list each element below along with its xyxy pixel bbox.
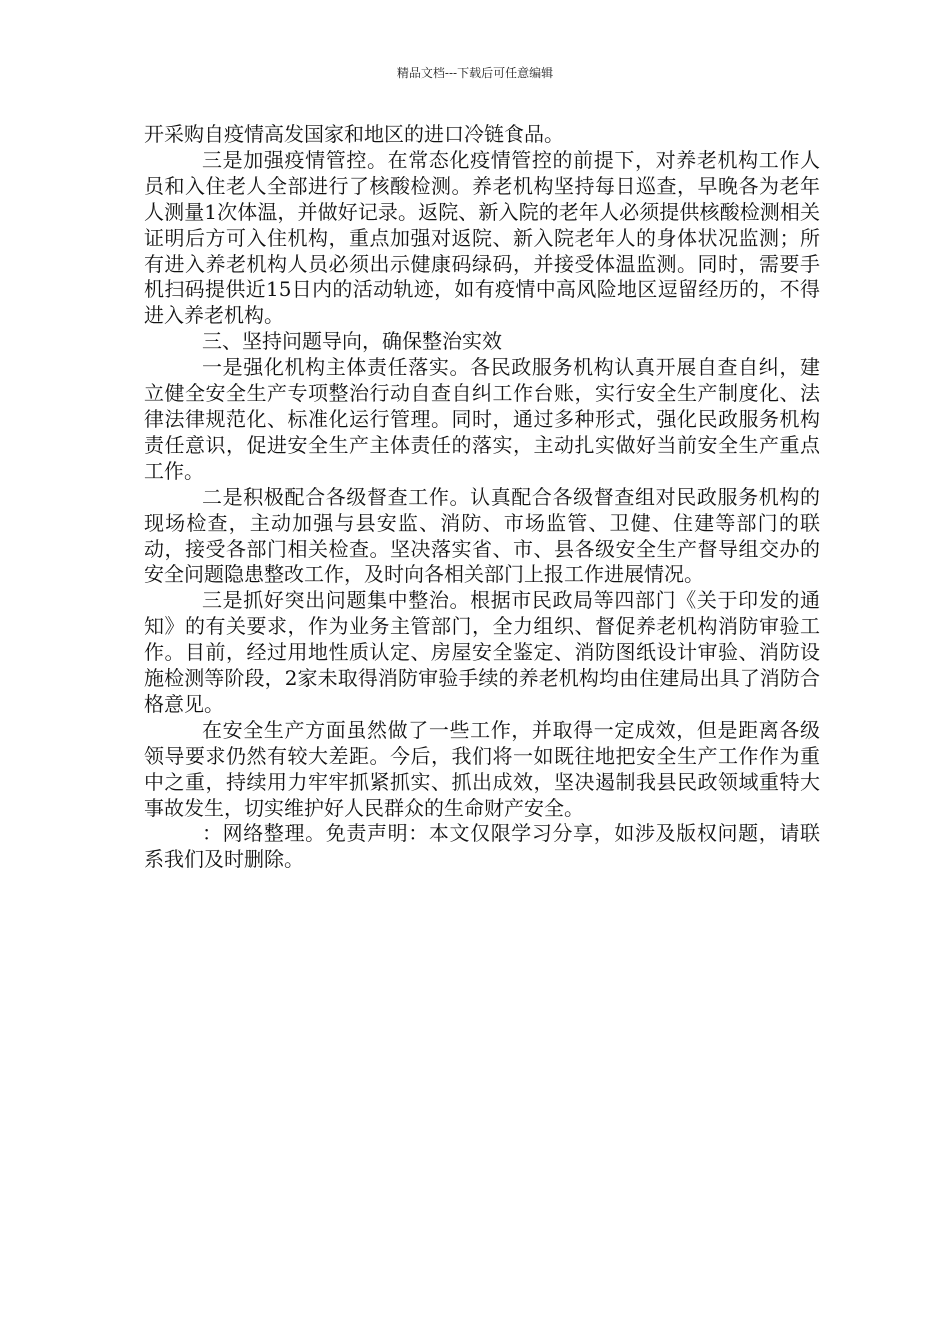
disclaimer: ：网络整理。免责声明：本文仅限学习分享，如涉及版权问题，请联系我们及时删除。 bbox=[144, 821, 820, 872]
paragraph-epidemic-control: 三是加强疫情管控。在常态化疫情管控的前提下，对养老机构工作人员和入住老人全部进行了核酸检测。养老机构坚持每日巡查，早晚各为老年人测量1次体温，并做好记录。返院、新入院的老年人必须提供核酸检测相关证明后方可入住机构，重点加强对返院、新入院老年人的身体状况监测；所有进入养老机构人员必须出示健康码绿码，并接受体温监测。同时，需要手机扫码提供近15日内的活动轨迹，如有疫情中高风险地区逗留经历的，不得进入养老机构。 bbox=[144, 147, 820, 328]
paragraph-continued: 开采购自疫情高发国家和地区的进口冷链食品。 bbox=[144, 122, 564, 146]
paragraph-problem-rectification: 三是抓好突出问题集中整治。根据市民政局等四部门《关于印发的通知》的有关要求，作为业务主管部门，全力组织、督促养老机构消防审验工作。目前，经过用地性质认定、房屋安全鉴定、消防图纸设计审验、消防设施检测等阶段，2家未取得消防审验手续的养老机构均由住建局出具了消防合格意见。 bbox=[144, 588, 820, 716]
paragraph-supervision-cooperation: 二是积极配合各级督查工作。认真配合各级督查组对民政服务机构的现场检查，主动加强与县安监、消防、市场监管、卫健、住建等部门的联动，接受各部门相关检查。坚决落实省、市、县各级安全生产督导组交办的安全问题隐患整改工作，及时向各相关部门上报工作进展情况。 bbox=[144, 484, 820, 587]
section-heading-3: 三、坚持问题导向，确保整治实效 bbox=[202, 329, 502, 354]
page-header: 精品文档---下载后可任意编辑 bbox=[396, 66, 554, 80]
document-body bbox=[144, 122, 820, 873]
paragraph-conclusion: 在安全生产方面虽然做了一些工作，并取得一定成效，但是距离各级领导要求仍然有较大差距。今后，我们将一如既往地把安全生产工作作为重中之重，持续用力牢牢抓紧抓实、抓出成效，坚决遏制我县民政领域重特大事故发生，切实维护好人民群众的生命财产安全。 bbox=[144, 717, 820, 820]
paragraph-institution-responsibility: 一是强化机构主体责任落实。各民政服务机构认真开展自查自纠，建立健全安全生产专项整治行动自查自纠工作台账，实行安全生产制度化、法律法律规范化、标准化运行管理。同时，通过多种形式，强化民政服务机构责任意识，促进安全生产主体责任的落实，主动扎实做好当前安全生产重点工作。 bbox=[144, 355, 820, 483]
